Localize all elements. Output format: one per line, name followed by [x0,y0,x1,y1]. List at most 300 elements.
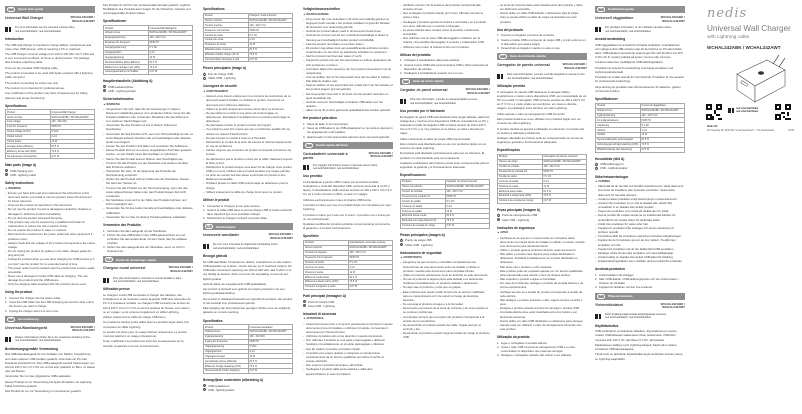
product-title-row [400,88,490,95]
bullet-item: – Verwenden Sie das Produkt nur wie in diesem Dokument beschrieben. [103,123,193,131]
spec-name: Consommation électrique à vide [204,57,249,62]
manual-reference-text[interactable]: Zie voor meer informatie de uitgebreide handleiding online: ned.is/wchal242abk | ned.is/wchal242awt [213,243,279,250]
bullet-item: – Utilizzare il prodotto solo come descritto in questo documento. [303,334,393,338]
paragraph: Elke wijziging van het product kan gevolgen hebben voor de veiligheid, garantie en correcte werking. [203,306,291,315]
spec-name: Tensión de entrada [401,189,446,194]
spec-value: 5 VDC [50,129,95,134]
step-number: 1. [203,203,206,208]
spec-name: Efficienza media attiva [304,275,349,280]
paragraph: The USB charger converts voltage from 100 to 240 VAC into 5 VDC and is very convenient at offices, at home or during travels. The package also includes a lightning cable. [5,52,95,65]
manual-reference-text[interactable]: Pour plus d'informations, consultez le manuel détaillé en ligne : ned.is/wchal242abk | ned.is/wchal242awt [113,276,183,284]
bullet-item: – Dit product mag alleen door een gekwalificeerde technicus worden onderhouden om het risico op elektrische schokken te verkleinen. [303,46,393,54]
warning-label: ▲ VARNING [595,180,685,184]
manual-reference [497,73,587,80]
spec-name: Ausgangsleistung [104,55,149,60]
spec-name: Frequenza CA in ingresso [304,255,349,260]
bullet-item: – Non esporre il prodotto ad acqua o all'umidità. [303,363,393,367]
spec-value: WCHAL242ABK / WCHAL242AWT [248,330,293,335]
language-section-header [5,6,95,13]
product-title-row [5,16,95,23]
model-number: WCHAL242ABK / WCHAL242AWT [168,265,193,274]
bullet-item: – Endast laddningskabeln som medföljer denna produkt får användas. [595,259,685,263]
bullet-item: – Controleer altijd of de spanning van het product overeenkomt met de netspanning. [303,67,393,75]
bullet-item: – Débranchez le produit lorsque vous avez fini de charger votre produit USB ou si vous n'utilisez pas le produit pendant une longue période. [203,165,293,173]
bullet-item: – Koppla inte bort produkten genom att dra i kabeln. Ta alltid tag i kontakten och dra. [595,238,685,246]
numbered-step [497,353,587,357]
numbered-step [203,208,293,216]
paragraph: Il prodotto è inteso per il solo uso in interni. Il prodotto non è inteso per un uso professionale. [303,212,391,221]
qr-code-black[interactable] [706,104,722,120]
part-number-icon: 1 [595,163,598,166]
bullet-item: – Haal de stekker uit het stopcontact als u klaar bent met het opladen of het product langere tijd niet gebruikt. [303,83,393,91]
spec-name: Effizienz bei niedriger Last (10%) [104,65,149,70]
spec-row [104,70,193,75]
section-heading: Sicherheitshinweise [103,96,134,101]
section-heading: Specificaties [203,318,223,323]
spec-name: Ausgangsspannung [104,45,149,50]
spec-value: 81,5 % [348,275,393,280]
model-number: WCHAL242ABK / WCHAL242AWT [70,324,95,333]
step-number: 1. [497,340,500,345]
section-heading: Safety instructions [5,181,34,186]
numbered-step [595,285,685,289]
spec-value: 100 - 240 V CA [445,189,490,194]
manual-book-icon [728,108,734,113]
spec-value: Universell väggladdare [640,103,685,108]
spec-row [498,198,587,203]
part-label: USB charging port [10,168,33,173]
spec-name: AC-ingångsfrekvens [596,118,641,123]
numbered-step [303,126,393,134]
spec-value: 50/60 Hz [542,169,587,174]
bullet-item: – Setzen Sie das Produkt keinem Wasser oder Feuchtigkeit aus. [103,157,193,161]
bullet-item: – Koppla bort produkten från eluttaget och annan utrustning om problem uppstår. [595,226,685,234]
bullet-item: – Die Steckdose muss sich in der Nähe des Produkts befinden und leicht zugänglich sein. [103,198,193,206]
spec-value: 73,5 % [248,52,293,57]
product-title-row [5,326,95,333]
section-heading: Beoogd gebruik [203,254,228,259]
section-heading: Käyttötarkoitus [595,323,619,328]
numbered-step [303,135,393,139]
part-label: Puerto de carga USB [405,238,432,243]
section-heading: Utilizzo del prodotto [400,52,431,57]
bullet-item: – Non far cadere il prodotto ed evitare impatti. [303,347,393,351]
bullet-item: – Em caso de problemas, desligue o produto da tomada elétrica e de outros equipamentos. [497,281,587,289]
part-number-icon: 1 [203,384,206,387]
bullet-item: – Het stopcontact moet zich in de buurt van het product bevinden en goed bereikbaar zijn. [303,92,393,100]
spec-name: Stroomverbruik zonder belasting [204,369,249,374]
spec-value: 2,4 A [542,179,587,184]
bullet-item: – Unplug the product when you are done charging the USB product or if you don't use the product for an extended period of time. [5,257,95,265]
part-label: Câble USB - Lightning [208,76,236,81]
step-text: Koppla bort laddaren när den inte används. [599,285,653,290]
bullet-item: – Trek de stekker niet uit het stopcontact door aan de kabel te trekken. Pak altijd de stekker vast. [303,75,393,83]
spec-value: Chargeur mural universel [248,13,293,18]
spec-value: 73,5 % [248,364,293,369]
step-text: Führen Sie das USB-Kabel in den USB-Ladeanschluss ein und verbinden Sie das andere Ende mit dem Gerät, das Sie aufladen möchten. [107,232,188,245]
bullet-item: – Do not drop the product and avoid bumping. [5,216,95,220]
spec-name: Tensione di uscita [304,260,349,265]
manual-reference-text[interactable]: Weitere Informationen finden Sie in der erweiterten Anleitung online: ned.is/wchal242abk | ned.is/wchal242awt [15,335,91,343]
spec-value: WCHAL242ABK / WCHAL242AWT [348,245,393,250]
warning-label: ▲ WARNUNG [103,103,193,107]
bullet-item: – Always check that the voltage of the product corresponds to the mains voltage. [5,241,95,249]
spec-value: Cargador de pared universal [445,179,490,184]
qr-code-white[interactable] [775,104,791,120]
part-number-icon: 2 [203,77,206,80]
bullet-item: – Certifique-se de que leu e compreendeu as instruções deste documento na íntegra antes de instalar ou utilizar o produto. Guarde este documento para referência futura. [497,236,587,248]
spec-value: 100 - 240 V CA [248,23,293,28]
spec-name: Número de artigo [498,159,543,164]
manual-book-icon [103,278,109,283]
section-heading: Säkerhetsanvisningar [595,174,629,179]
paragraph: O produto destina-se apenas a utilização em interiores. O produto não se destina a utilização profissional. [497,126,585,135]
spec-name: Artikelnummer [596,108,641,113]
spec-name: Ingångsspänning [596,113,641,118]
bullet-item: – Do not use the product if a part is damaged or defective. Replace a damaged or defective product immediately. [5,207,95,215]
spec-name: Tensão de entrada [498,164,543,169]
section-heading: Instruções de segurança [497,225,535,230]
paragraph: Das USB-Wandladegerät ist zum Aufladen von Tablets, Smartphones und vielen anderen USB-Geräten gedacht, ohne dass ein PC oder Notebook erforderlich ist. Das USB-Ladegerät wandelt Spannungen von 100 bis 240 V AC in 5 V DC um und ist sehr praktisch im Büro, zu Hause oder auf Reisen. [5,352,95,373]
spec-value: 5 VDC [248,344,293,349]
spec-value: Universal Wall Charger [50,110,95,115]
spec-value: 81,5 % [248,359,293,364]
spec-name: Numéro d'article [204,18,249,23]
manual-link-black[interactable]: ned.is/wchal242abk [736,107,759,110]
section-heading: Uso previsto [303,174,323,179]
bullet-item: – Ziehen Sie das Produkt nicht am Kabel aus der Steckdose. Fassen Sie stets den Stecker an. [103,177,193,185]
bullet-item: – N'utilisez jamais un câble USB endommagé ou défectueux pour la charge. [203,181,293,189]
language-section-header [400,78,490,85]
step-number: 2. [103,232,106,237]
bullet-item: – Do not expose the product to water or moisture. [5,228,95,232]
paragraph: Le produit est prévu pour un usage intérieur uniquement. Le produit n'est pas destiné à un usage professionnel. [103,329,187,339]
bullet-item: – Asegúrese de que ha leído y entendido completamente las instrucciones de este documento antes de instalar o utilizar el producto. Guarde este documento para consultas futuras. [400,260,490,272]
document-date: 07/20 [788,129,794,132]
bullet-item: – Verificare sempre che la tensione del prodotto corrisponda alla tensione di rete. [400,3,490,11]
section-heading: Peças principais (imagem A) [497,207,541,212]
section-header-label: Quick start guide [18,7,44,12]
manual-book-icon [595,314,601,319]
spec-value: 81,5 % [445,214,490,219]
section-heading: Specifikationer [595,97,618,102]
spec-name: Corrente de saída [498,179,543,184]
spec-name: Output power [6,139,51,144]
bullet-item: – Débranchez le produit de la prise de courant et d'autres équipements en cas de problèmes. [203,140,293,148]
manual-book-icon [303,165,309,170]
manual-reference-text[interactable]: For more information see the extended manual online: ned.is/wchal242abk | ned.is/wchal242awt [15,26,76,33]
section-heading: Het product gebruiken [303,116,338,121]
spec-name: Output voltage (in DC) [6,129,51,134]
manual-reference [400,98,490,105]
specifications-table [103,25,193,75]
language-badge: ES [402,79,410,84]
bullet-item: – Assicurarsi di aver letto e compreso pienamente le istruzioni in questo documento prima di installare o utilizzare il prodotto. Conservare il documento per riferimenti futuri. [303,322,393,334]
spec-value: 81,5 % [640,137,685,142]
spec-name: Efficiëntie bij lage belasting (10%) [204,364,249,369]
step-text: Steek de USB-kabel in de USB-oplaadpoort en het andere uiteinde in het apparaat dat u wilt opladen. [307,126,393,135]
paragraph: Das Produkt ist nicht für den professionellen Einsatz gedacht. Jegliche Modifikation des Produkts kann Folgen für die Sicherheit, Garantie und ordnungsgemäße Funktion haben. [103,3,191,16]
step-number: 3. [303,134,306,139]
bullet-item: – Verwenden Sie nur das mit diesem Produkt gelieferte Ladekabel. [103,215,193,219]
spec-value: 50/60 Hz [248,339,293,344]
spec-value: 81,5 % [148,60,193,65]
bullet-item: – Använd endast produkten enligt beskrivningen i detta dokument. [595,197,685,201]
model-number: WCHAL242ABK / WCHAL242AWT [70,15,95,23]
part-number-icon: 1 [400,239,403,242]
cover-model-number: WCHAL242ABK / WCHAL242AWT [707,45,781,50]
language-section-header [595,293,685,300]
section-heading: Specifications [5,103,27,108]
part-number-icon: 1 [5,169,8,172]
step-text: Débranchez le chargeur lorsqu'il n'est pas utilisé. [207,216,268,221]
spec-value: 50/60 Hz [640,118,685,123]
spec-name: Ingang AC-frequentie [204,339,249,344]
bullet-item: – Gebruik nooit een beschadigde of defecte USB-kabel voor het opladen. [303,100,393,108]
main-part-item [203,76,293,80]
section-header-label: Kurzanleitung [18,317,39,322]
bullet-item: – Vérifiez toujours que la tension du produit correspond à la tension du secteur. [203,148,293,156]
paragraph: Produkten är avsedd för användning med Apple-produkter med Lightning-kabelkontakt. [595,65,674,74]
spec-name: Leistungsaufnahme bei Nulllast [104,70,149,75]
part-label: Cable USB - Lightning [405,242,433,247]
spec-name: Verkningsgrad vid låg belastning (10%) [597,143,639,147]
spec-name: Input voltage [6,120,51,125]
spec-name: Uitgangsspanning [204,344,249,349]
cover-subtitle: with Lightning cable [707,35,750,40]
spec-name: Uteffekt [596,133,641,138]
spec-value: 100 - 240 V CA [348,250,393,255]
section-heading: Introduction [5,37,24,41]
spec-value: 2,4 A [148,50,193,55]
specifications-table [203,13,293,63]
section-header-label: Guida rapida all'avvio [316,143,348,148]
numbered-step [5,300,95,308]
step-number: 1. [400,58,403,63]
step-number: 2. [497,344,500,349]
spec-name: Potência de saída [498,184,543,189]
paragraph: Any modification of the product may have consequences for safety, warranty and proper functioning. [5,91,88,100]
step-text: Anslut laddaren till eluttaget. [599,272,635,277]
part-number-icon: 2 [5,173,8,176]
spec-name: Produto [498,155,543,160]
paragraph: Verwenden Sie nur das mitgelieferte USB-Ladekabel. [5,374,72,379]
step-number: 3. [497,353,500,358]
step-text: Verbinden Sie das Ladegerät mit der Steckdose. [107,228,168,233]
bullet-item: – This product may only be serviced by a qualified technician for maintenance to reduce the risk of electric shock. [5,220,95,228]
spec-name: Average active efficiency [6,144,51,149]
spec-value: 2,4 A [248,349,293,354]
manual-reference [203,243,293,250]
spec-value: 2,4 A [248,38,293,43]
spec-value: 2,4 A [348,265,393,270]
spec-value: WCHAL242ABK / WCHAL242AWT [640,108,685,113]
step-text: Insira o cabo USB na porta de carregamento USB e a outra extremidade no dispositivo que pretende carregar. [501,344,575,354]
spec-value: WCHAL242ABK / WCHAL242AWT [50,115,95,120]
document-column [303,3,393,411]
spec-value: 5 V CC [248,33,293,38]
step-text: Sätt i USB-kabeln i USB-laddningsporten och den andra änden i enheten du vill ladda. [599,277,679,286]
bullet-item: – Ensure you have fully read and understood the instructions in this document before you install or use the product. Keep this document for future reference. [5,191,95,203]
paragraph: O carregador de parede USB destina-se a carregar tablets, smartphones e muitos outros dispositivos USB, sem necessidade de um PC ou portátil. O carregador USB converte tensões de 100 a 240 V CA em 5 V CC e é muito prático em escritórios, em casa ou durante viagens. A embalagem inclui também um cabo Lightning. [497,89,587,111]
product-title-row [497,63,587,70]
spec-name: Frecuencia de entrada CA [401,194,446,199]
warning-label: ▲ ADVERTENCIA [400,256,490,260]
step-text: Steek de lader in het stopcontact. [307,122,349,127]
section-heading: Veiligheidsvoorschriften [303,7,341,11]
bullet-item: – Não desligue o produto puxando o cabo. Agarre sempre na ficha e puxe. [497,298,587,306]
bullet-item: – Verifique sempre se a tensão do produto corresponde à tensão da rede elétrica. [497,290,587,298]
bullet-item: – Verwenden Sie das Produkt nicht, wenn ein Teil beschädigt ist oder es einen Mangel aufweist. Ersetzen Sie ein beschädigtes oder defektes Gerät unverzüglich. [103,132,193,144]
step-number: 1. [5,296,8,301]
spec-value: 73,5 % [640,142,685,147]
spec-value: 50/60 Hz [348,255,393,260]
part-label: USB - lightning cable [10,172,37,177]
spec-value: 12 W [348,270,393,275]
document-column [203,3,293,411]
paragraph: Toute modification du produit peut avoir des conséquences sur la sécurité, la garantie et le bon fonctionnement. [103,339,184,348]
bullet-item: – Solo se puede utilizar el cable de carga suministrado con este producto. [497,15,587,23]
section-heading: Bestimmungsgemäße Verwendung [5,346,58,351]
language-section-header [5,316,95,323]
bullet-item: – Ne pas utiliser le produit si une pièce est endommagée ou défectueuse. Remplacez immédiatement un produit endommagé ou défectueux. [203,111,293,123]
cover-manual-links [728,107,758,113]
spec-name: Produkt [596,103,641,108]
bullet-item: – Utilisez uniquement le câble de charge fourni avec ce produit. [203,190,293,194]
paragraph: Tämä tuote on tarkoitettu käytettäväksi Apple-tuotteiden kanssa, joissa on Lightning-kaapeliliitin. [595,352,683,361]
product-title: Universell väggladdare [595,16,634,20]
model-number: WCHAL242ABK / WCHAL242AWT [660,301,685,310]
spec-name: Producto [401,179,446,184]
spec-name: Tension d'entrée [204,23,249,28]
step-number: 1. [103,228,106,233]
step-number: 2. [303,126,306,131]
spec-value: Universele wandlader [248,325,293,330]
numbered-step [5,309,95,313]
manual-reference [595,26,685,33]
step-text: Unplug the charger when it is not in use. [9,308,59,313]
manual-link-white[interactable]: ned.is/wchal242awt [736,110,759,114]
bullet-item: – No desenchufe el producto tirando del cable. Sujete siempre el enchufe y tire. [400,323,490,331]
spec-name: Consumo energetico a vuoto [304,284,349,289]
manual-reference-text[interactable]: Para más información, consulte el manual ampliado en línea: ned.is/wchal242abk | ned.is/wchal242awt [410,98,478,105]
step-number: 2. [5,300,8,305]
paragraph: Ce produit est destiné à être utilisé avec les produits Apple dotés d'un connecteur de câble Lightning. [103,320,190,329]
language-badge: SV [597,7,605,12]
section-heading: Parti principali (immagine A) [303,293,347,298]
paragraph: Använd endast den medföljande USB-laddningskabeln. [595,60,664,65]
manual-reference-text[interactable]: Per maggiori informazioni vedere il manuale esteso online: ned.is/wchal242abk | ned.is/wchal242awt [313,163,378,170]
spec-name: Puissance de sortie [204,42,249,47]
spec-value: 81.5 % [50,144,95,149]
spec-value: WCHAL242ABK / WCHAL242AWT [542,159,587,164]
nedis-logo: nedis [707,6,748,21]
spec-name: Efficiency at low load (10%) [6,149,51,154]
language-badge: IT [305,143,313,148]
spec-value: 12 W [50,139,95,144]
spec-value: 2,4 A [640,128,685,133]
spec-name: Utspänning [596,123,641,128]
bullet-item: – Este produto pode ser reparado apenas por um técnico qualificado para manutenção para reduzir o risco de choque elétrico. [497,269,587,277]
numbered-step [103,233,193,245]
bullet-item: – Vergewissern Sie sich, dass Sie die Anweisungen in diesem Dokument vollständig gelesen und verstanden haben, bevor Sie das Produkt installieren oder verwenden. Bewahren Sie das Dokument zum späteren Nachschlagen auf. [103,107,193,124]
spec-name: Ingangsspanning [204,334,249,339]
step-number: 1. [303,122,306,127]
main-part-item [203,388,293,392]
step-text: Ligue o carregador à tomada elétrica. [501,340,548,345]
section-heading: Piezas principales (imagen A) [400,232,445,237]
bullet-item: – Laat het product niet vallen en voorkom stoten. [303,42,393,46]
section-header-label: Snabbstartsguide [608,7,635,12]
section-heading: Spécifications [203,7,225,11]
step-text: Connect the charger into the power outlet. [9,296,62,301]
main-part-item [400,243,490,247]
main-part-item [497,218,587,222]
spec-value: 5 V CC [348,260,393,265]
bullet-item: – Dieses Produkt darf nur von einem ausgebildeten Techniker gewartet werden, um die Gefahr eines Stromschlags zu reduzieren. [103,148,193,156]
bullet-item: – Eluttaget måste finnas nära produkten och vara lättillgängligt. [595,251,685,255]
spec-name: Eficiencia con carga baja (10 %) [401,218,446,223]
company-name: Nedis BV [707,125,718,128]
manual-reference-text[interactable]: Para mais informações, consulte a versão alargada do manual on-line: ned.is/wchal242abk | ned.is/wchal242awt [507,73,586,80]
spec-value: 73,5 % [445,218,490,223]
paragraph: Qualsiasi modifica del prodotto potrebbe comprometterne la sicurezza, la garanzia e il corretto funzionamento. [303,222,391,231]
manual-reference-text[interactable]: Katso lisätietoja laajemmasta käyttöoppaasta verkossa: ned.is/wchal242abk | ned.is/wchal242awt [605,312,667,320]
step-text: Connectez le chargeur à une prise secteur. [207,203,261,208]
paragraph: Het product is bedoeld voor gebruik met Apple-producten met een lightning-kabelaansluiting. [203,287,285,296]
specifications-table [595,103,685,153]
spec-row [596,147,685,152]
bullet-item: – Ne débranchez pas le produit en tirant sur le câble. Saisissez toujours la fiche et tirez. [203,157,293,165]
bullet-item: – Disconnect the product from the power outlet and other equipment if problems occur. [5,232,95,240]
spec-value: 2.4 A [50,134,95,139]
section-heading: Verwenden des Produkts [103,222,141,227]
spec-value: 5 V DC [148,45,193,50]
spec-name: Corriente de salida [401,204,446,209]
bullet-item: – Desligue o produto quando terminar de carregar o produto USB. [497,306,587,310]
paragraph: The USB wall charger is intended to charge tablets, smartphones and many other USB devices, without requiring a PC or notebook. [5,42,92,51]
spec-value: 0,07 W [148,70,193,75]
product-title: Caricabatterie universale a parete [303,151,348,161]
spec-row [304,284,393,289]
bullet-item: – Scollegare il prodotto quando la ricarica è terminata o se il prodotto non viene utilizzato per un periodo prolungato. [400,20,490,28]
bullet-item: – Utilizzare solo il cavo di ricarica fornito con il prodotto. [400,45,490,49]
specifications-table [400,179,490,229]
spec-name: Product [6,110,51,115]
cover-title: Universal Wall Charger [707,24,791,33]
section-heading: Utiliser le produit [203,197,230,202]
numbered-step [203,216,293,220]
model-number: WCHAL242ABK / WCHAL242AWT [368,150,393,159]
bullet-item: – Non utilizzare il prodotto se una parte è danneggiata o difettosa. Sostituire immediatamente un prodotto danneggiato o difettoso. [303,338,393,346]
language-badge: EN [7,7,15,12]
bullet-item: – Desconecte el producto de la toma de corriente y de otros equipos si se producen problemas. [400,306,490,314]
spec-name: Fréquence CA d'entrée [204,28,249,33]
spec-value: 50/60 Hz [148,40,193,45]
bullet-item: – Stel het product niet bloot aan water of vocht. [303,54,393,58]
paragraph: Only use the provided USB charging cable. [5,65,59,70]
manual-reference-text[interactable]: För ytterligare information, se den utökade manualen online: ned.is/wchal242abk | ned.is/wchal242awt [605,26,672,33]
warning-label: ▲ AVVERTENZA [303,317,393,321]
company-address: De Tweeling 28, 5215 MC 's-Hertogenbosch – The Netherlands [707,129,775,132]
bullet-item: – Denna produkt får endast servas av en kvalificerad tekniker för underhåll för att minska risken för elektriska stötar. [595,213,685,221]
spec-row [204,57,293,62]
product-title: Universele wandlader [203,233,239,238]
model-number: WCHAL242ABK / WCHAL242AWT [562,62,587,70]
spec-name: Prodotto [304,241,349,246]
bullet-item: – Tappa inte produkten och undvik att utsätta den för stötar. [595,209,685,213]
model-number: WCHAL242ABK / WCHAL242AWT [465,87,490,95]
